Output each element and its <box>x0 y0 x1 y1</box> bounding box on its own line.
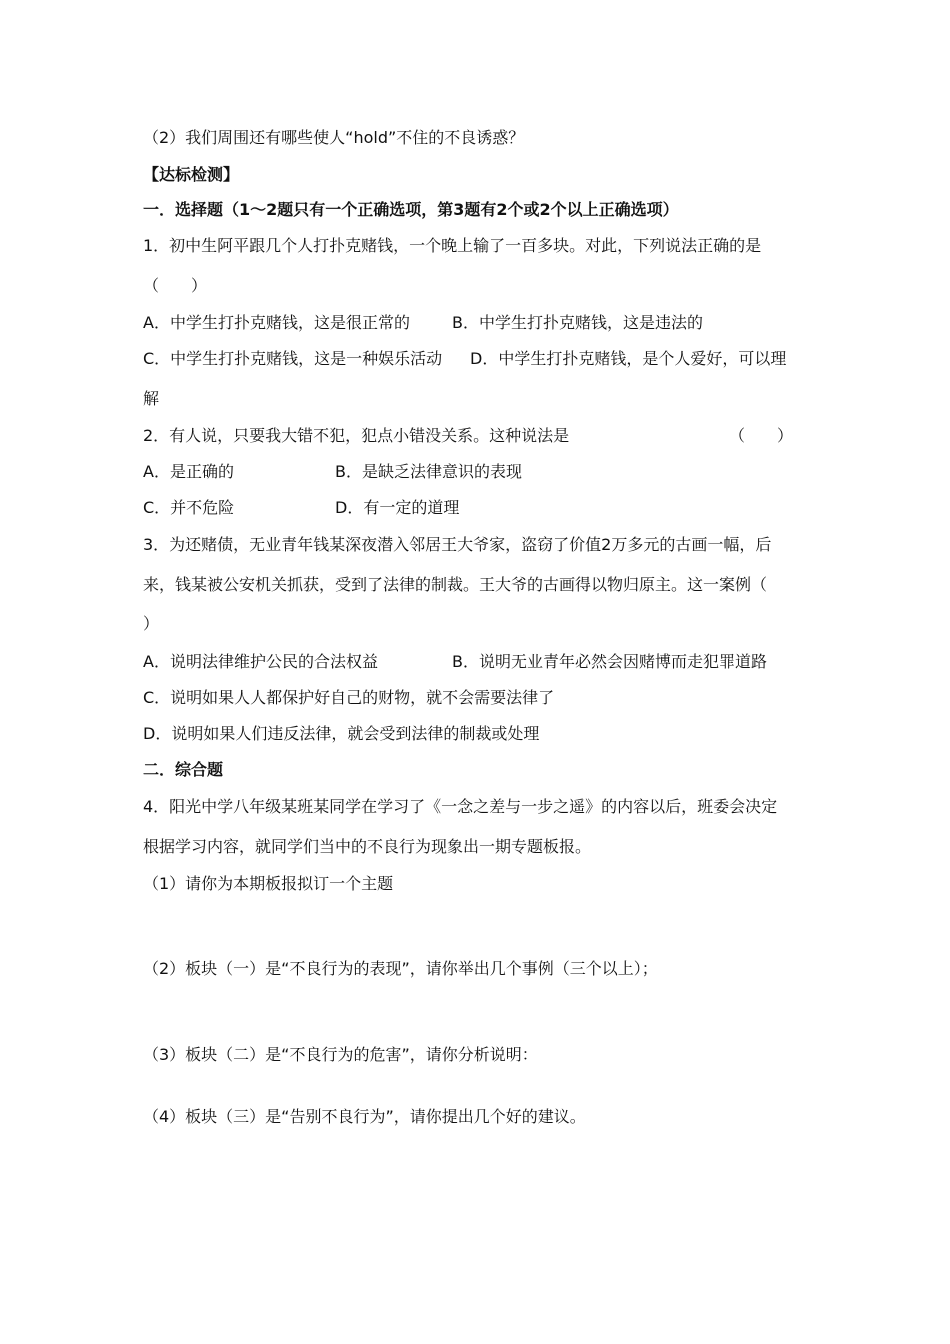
q3-stem-line3: ） <box>143 614 160 633</box>
q1-stem-line1: 1．初中生阿平跟几个人打扑克赌钱，一个晚上输了一百多块。对此，下列说法正确的是 <box>143 236 762 255</box>
part1-heading: 一．选择题（1～2题只有一个正确选项，第3题有2个或2个以上正确选项） <box>143 200 679 219</box>
q4-subquestion-1: （1）请你为本期板报拟订一个主题 <box>143 874 394 893</box>
q3-stem-line1: 3．为还赌债，无业青年钱某深夜潜入邻居王大爷家，盗窃了价值2万多元的古画一幅，后 <box>143 535 772 554</box>
q2-answer-paren: （ ） <box>729 426 794 445</box>
q4-subquestion-3: （3）板块（二）是“不良行为的危害”，请你分析说明： <box>143 1045 538 1064</box>
q3-option-d: D．说明如果人们违反法律，就会受到法律的制裁或处理 <box>143 724 540 743</box>
q1-option-d: D．中学生打扑克赌钱，是个人爱好，可以理 <box>470 349 787 368</box>
q1-option-a: A．中学生打扑克赌钱，这是很正常的 <box>143 313 410 332</box>
section-title: 【达标检测】 <box>143 165 240 184</box>
q2-stem: 2．有人说，只要我大错不犯，犯点小错没关系。这种说法是 <box>143 426 570 445</box>
q3-option-a: A．说明法律维护公民的合法权益 <box>143 652 378 671</box>
q1-stem-line2: （ ） <box>143 276 208 295</box>
q4-stem-line1: 4．阳光中学八年级某班某同学在学习了《一念之差与一步之遥》的内容以后，班委会决定 <box>143 797 778 816</box>
part2-heading: 二．综合题 <box>143 760 224 779</box>
q2-option-c: C．并不危险 <box>143 498 235 517</box>
q4-subquestion-4: （4）板块（三）是“告别不良行为”，请你提出几个好的建议。 <box>143 1107 586 1126</box>
q2-option-a: A．是正确的 <box>143 462 234 481</box>
q1-option-c: C．中学生打扑克赌钱，这是一种娱乐活动 <box>143 349 443 368</box>
q1-option-b: B．中学生打扑克赌钱，这是违法的 <box>452 313 703 332</box>
q3-option-b: B．说明无业青年必然会因赌博而走犯罪道路 <box>452 652 767 671</box>
q2-option-b: B．是缺乏法律意识的表现 <box>335 462 522 481</box>
q2-option-d: D．有一定的道理 <box>335 498 460 517</box>
intro-question: （2）我们周围还有哪些使人“hold”不住的不良诱惑？ <box>143 128 525 147</box>
q3-option-c: C．说明如果人人都保护好自己的财物，就不会需要法律了 <box>143 688 555 707</box>
q3-stem-line2: 来，钱某被公安机关抓获，受到了法律的制裁。王大爷的古画得以物归原主。这一案例（ <box>143 575 768 594</box>
q4-subquestion-2: （2）板块（一）是“不良行为的表现”，请你举出几个事例（三个以上）； <box>143 959 658 978</box>
q1-option-d-line2: 解 <box>143 389 160 408</box>
q4-stem-line2: 根据学习内容，就同学们当中的不良行为现象出一期专题板报。 <box>143 837 592 856</box>
